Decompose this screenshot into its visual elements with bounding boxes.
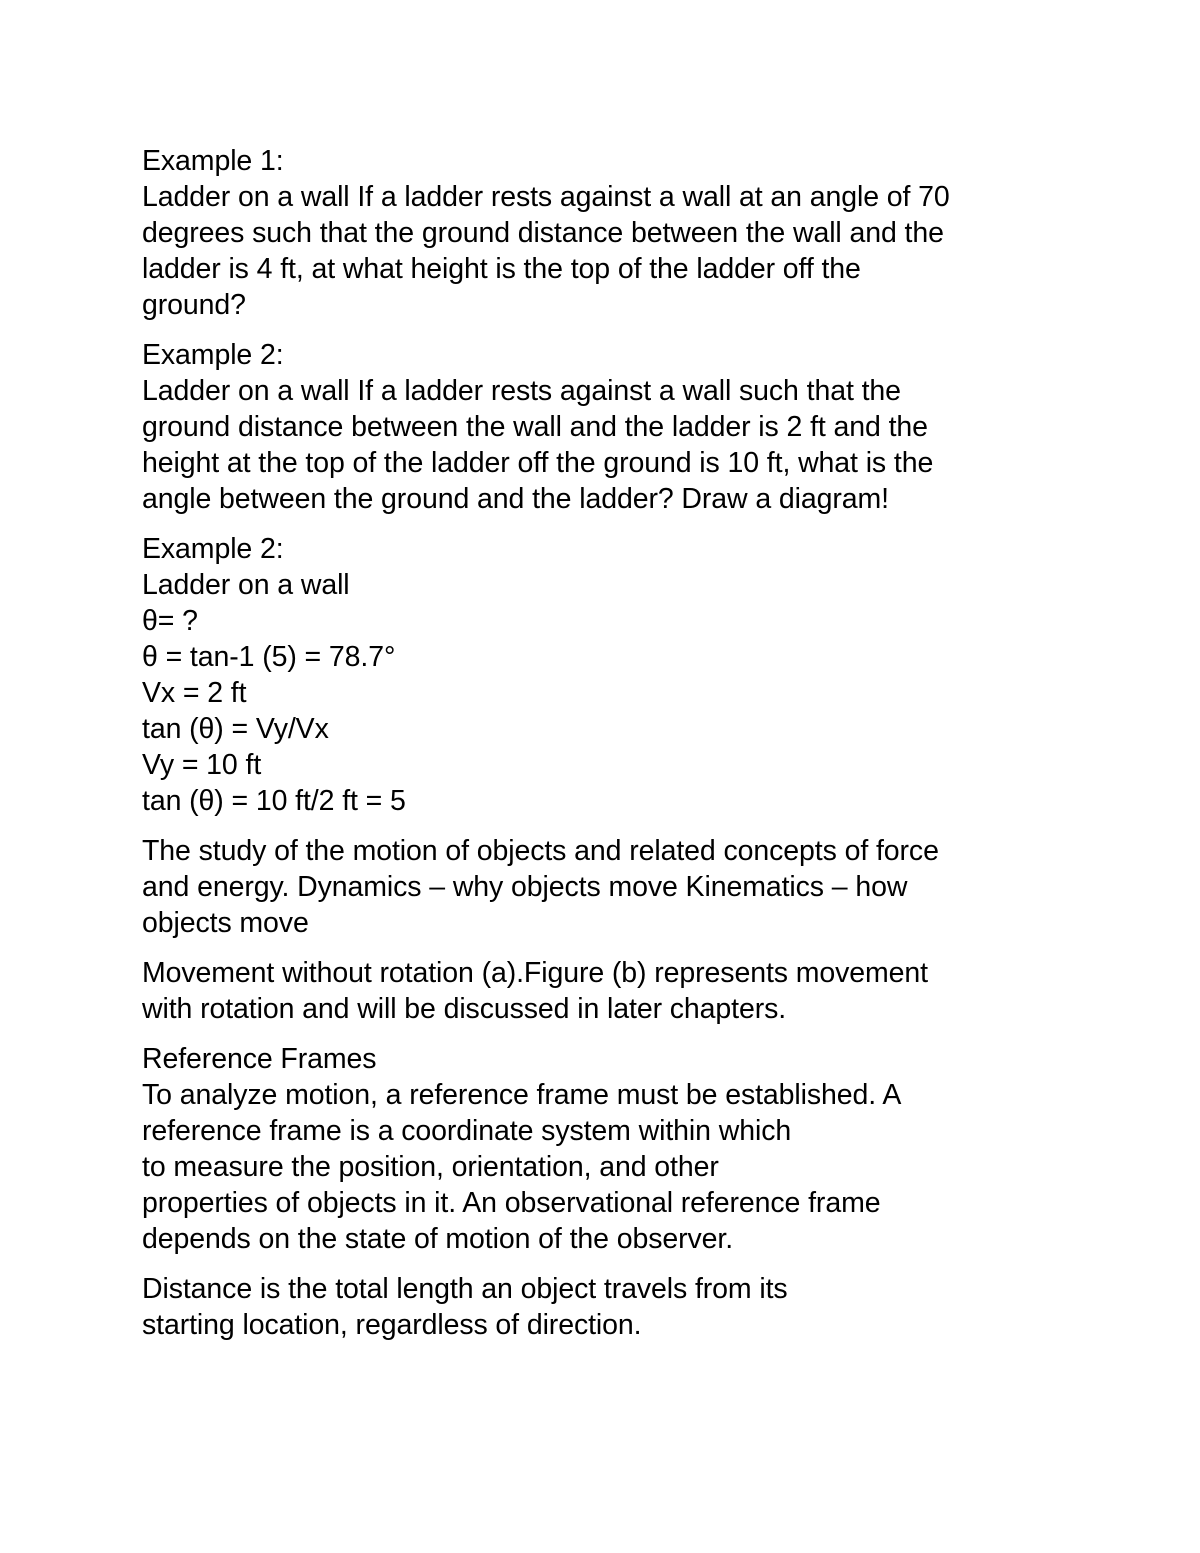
text-line: starting location, regardless of direction. [142,1309,642,1341]
text-line: to measure the position, orientation, and other [142,1151,719,1183]
equation-line: tan (θ) = Vy/Vx [142,713,329,745]
equation-line: Vy = 10 ft [142,749,262,781]
text-line: Ladder on a wall [142,569,350,601]
equation-line: θ= ? [142,605,198,637]
equation-line: tan (θ) = 10 ft/2 ft = 5 [142,785,406,817]
text-line: Ladder on a wall If a ladder rests against a wall such that the [142,375,901,407]
heading-example-2: Example 2: [142,339,284,371]
text-line: properties of objects in it. An observational reference frame [142,1187,881,1219]
text-line: Distance is the total length an object travels from its [142,1273,788,1305]
text-line: degrees such that the ground distance between the wall and the [142,217,944,249]
equation-line: Vx = 2 ft [142,677,247,709]
equation-line: θ = tan-1 (5) = 78.7° [142,641,396,673]
text-line: and energy. Dynamics – why objects move Kinematics – how [142,871,908,903]
text-line: ladder is 4 ft, at what height is the top of the ladder off the [142,253,861,285]
text-line: objects move [142,907,309,939]
text-line: angle between the ground and the ladder? Draw a diagram! [142,483,889,515]
text-line: with rotation and will be discussed in later chapters. [142,993,787,1025]
paragraph-example-2-solution [142,531,1102,819]
heading-example-2-solution: Example 2: [142,533,284,565]
text-line: ground? [142,289,246,321]
paragraph-example-2 [142,337,1102,517]
paragraph-movement-rotation [142,955,1102,1027]
text-line: The study of the motion of objects and related concepts of force [142,835,939,867]
paragraph-reference-frames [142,1041,1102,1257]
heading-reference-frames: Reference Frames [142,1043,377,1075]
paragraph-example-1 [142,143,1102,323]
text-line: ground distance between the wall and the ladder is 2 ft and the [142,411,928,443]
paragraph-motion-study [142,833,1102,941]
document-page [142,143,1102,1357]
text-line: To analyze motion, a reference frame must be established. A [142,1079,902,1111]
heading-example-1: Example 1: [142,145,284,177]
text-line: reference frame is a coordinate system within which [142,1115,792,1147]
paragraph-distance [142,1271,1102,1343]
text-line: depends on the state of motion of the observer. [142,1223,734,1255]
text-line: height at the top of the ladder off the ground is 10 ft, what is the [142,447,934,479]
text-line: Movement without rotation (a).Figure (b) represents movement [142,957,928,989]
text-line: Ladder on a wall If a ladder rests against a wall at an angle of 70 [142,181,950,213]
